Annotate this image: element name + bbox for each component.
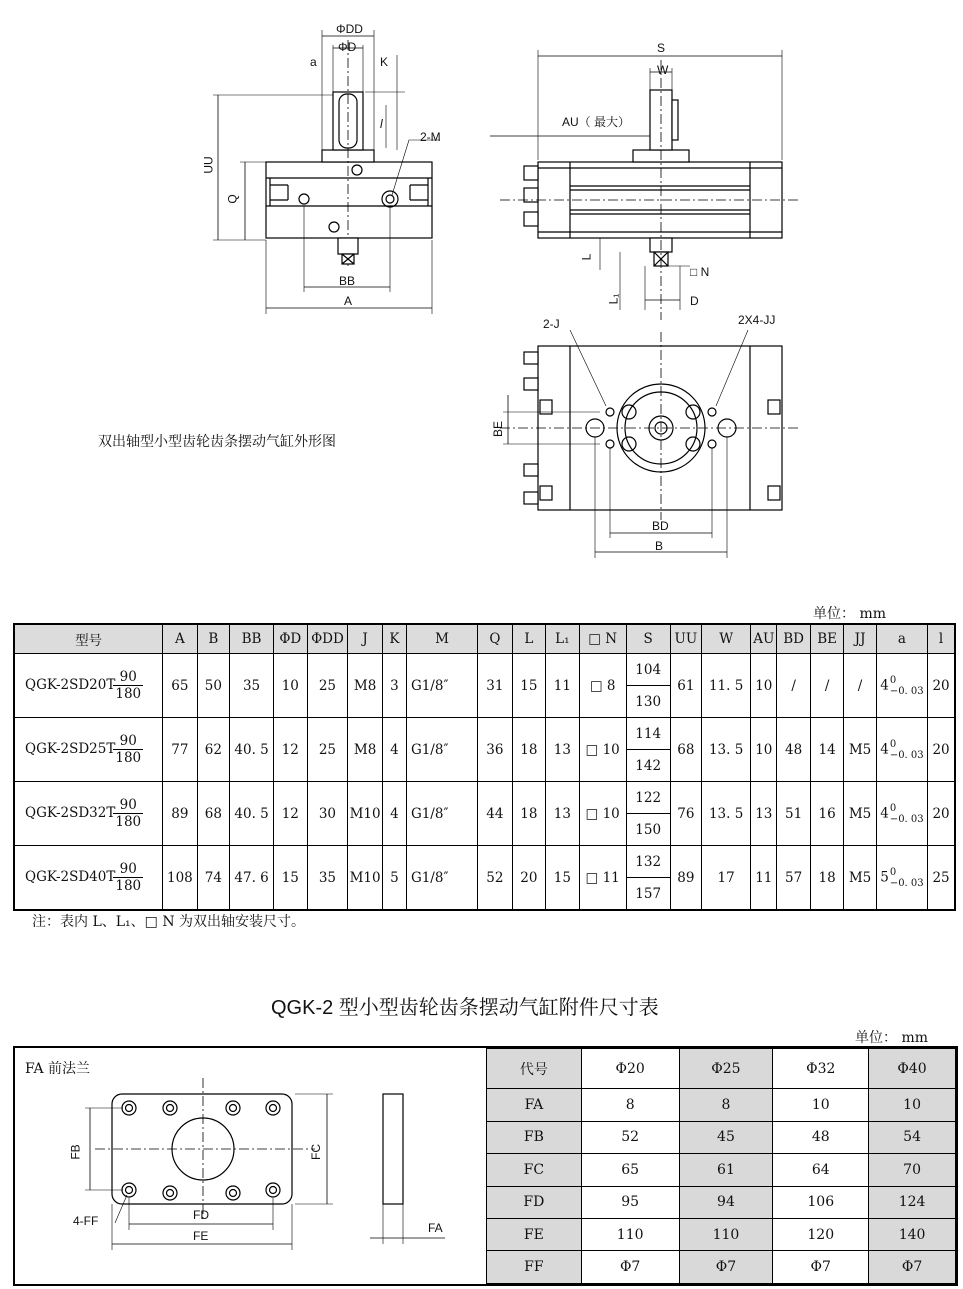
- cell-n: □ 10: [579, 718, 626, 782]
- cell-k: 4: [382, 718, 406, 782]
- cell-l-small: 25: [928, 846, 955, 911]
- header-s: S: [626, 624, 670, 654]
- angle-fraction: [113, 733, 143, 766]
- cell-au: 13: [751, 782, 777, 846]
- cell-l1: 15: [546, 846, 579, 911]
- acc-row-fb: [487, 1121, 956, 1153]
- accessory-unit: 单位： mm: [855, 1030, 929, 1046]
- header-l: L: [512, 624, 545, 654]
- a-lower: −0. 03: [889, 685, 924, 697]
- label-phi-dd: ΦDD: [336, 22, 363, 36]
- cell-k: 5: [382, 846, 406, 911]
- label-bb: BB: [339, 274, 356, 288]
- label-l-big: L: [579, 253, 594, 261]
- cell-k: 3: [382, 654, 406, 718]
- cell-a: 77: [163, 718, 198, 782]
- acc-value: 120: [773, 1218, 869, 1250]
- acc-value: Φ7: [679, 1251, 773, 1284]
- acc-value: 140: [869, 1218, 956, 1250]
- label-be: BE: [491, 420, 506, 438]
- cell-uu: 89: [670, 846, 701, 911]
- flange-label: FA 前法兰: [25, 1061, 91, 1077]
- cell-dd: 35: [307, 846, 348, 911]
- a-tolerance: [890, 739, 924, 761]
- cell-l1: 11: [546, 654, 579, 718]
- model-name: QGK-2SD25T: [25, 741, 116, 757]
- cell-dd: 25: [307, 654, 348, 718]
- cell-l1: 13: [546, 718, 579, 782]
- cell-q: 36: [478, 718, 513, 782]
- cell-s-180: 142: [626, 750, 670, 782]
- cell-b: 50: [197, 654, 229, 718]
- cell-au: 11: [751, 846, 777, 911]
- acc-value: 65: [581, 1154, 679, 1186]
- header-a: A: [163, 624, 198, 654]
- cell-j: M10: [348, 846, 383, 911]
- angle-fraction: [113, 669, 143, 702]
- model-cell: [14, 782, 163, 846]
- cell-a: 108: [163, 846, 198, 911]
- cell-s-180: 150: [626, 814, 670, 846]
- a-upper: 0: [889, 802, 897, 814]
- acc-code-header: 代号: [487, 1049, 582, 1089]
- header-jj: JJ: [844, 624, 876, 654]
- table-row: [14, 782, 955, 814]
- cell-s-90: 104: [626, 654, 670, 686]
- angle-180: 180: [115, 814, 142, 830]
- label-2j: 2-J: [543, 317, 560, 331]
- label-s: S: [657, 41, 666, 55]
- acc-value: 110: [679, 1218, 773, 1250]
- acc-row-fc: [487, 1154, 956, 1186]
- cell-a-tol: [876, 718, 927, 782]
- acc-value: Φ7: [581, 1251, 679, 1284]
- cell-q: 31: [478, 654, 513, 718]
- angle-180: 180: [115, 750, 142, 766]
- label-b: B: [655, 539, 664, 553]
- model-cell: [14, 718, 163, 782]
- a-base: 4: [880, 741, 889, 757]
- cell-s-180: 130: [626, 686, 670, 718]
- cell-jj: M5: [844, 782, 876, 846]
- model-cell: [14, 654, 163, 718]
- cell-a: 89: [163, 782, 198, 846]
- acc-code: FC: [487, 1154, 582, 1186]
- acc-value: 124: [869, 1186, 956, 1218]
- acc-value: 70: [869, 1154, 956, 1186]
- model-name: QGK-2SD20T: [25, 677, 116, 693]
- cell-l: 15: [512, 654, 545, 718]
- spec-note: 注：表内 L、L₁、□ N 为双出轴安装尺寸。: [32, 914, 306, 930]
- label-a: a: [310, 55, 317, 69]
- model-cell: [14, 846, 163, 911]
- cell-jj: M5: [844, 846, 876, 911]
- cell-be: 18: [810, 846, 843, 911]
- angle-90: 90: [113, 669, 143, 686]
- cell-uu: 61: [670, 654, 701, 718]
- cell-s-90: 122: [626, 782, 670, 814]
- cell-a: 65: [163, 654, 198, 718]
- a-lower: −0. 03: [889, 749, 924, 761]
- cell-j: M8: [348, 654, 383, 718]
- cell-bb: 40. 5: [230, 782, 274, 846]
- cell-l: 18: [512, 718, 545, 782]
- cell-d: 10: [274, 654, 307, 718]
- accessory-title: QGK-2 型小型齿轮齿条摆动气缸附件尺寸表: [271, 997, 659, 1019]
- cell-d: 15: [274, 846, 307, 911]
- acc-value: 110: [581, 1218, 679, 1250]
- acc-value: 64: [773, 1154, 869, 1186]
- acc-row-ff: [487, 1251, 956, 1284]
- cell-a-tol: [876, 846, 927, 911]
- label-l-small: l: [380, 117, 383, 131]
- label-ff: 4-FF: [73, 1214, 99, 1228]
- label-l1: L₁: [606, 293, 621, 305]
- cell-n: □ 10: [579, 782, 626, 846]
- a-base: 4: [880, 805, 889, 821]
- acc-value: 8: [581, 1089, 679, 1121]
- drawing-caption: 双出轴型小型齿轮齿条摆动气缸外形图: [98, 434, 336, 450]
- cell-w: 13. 5: [702, 718, 751, 782]
- cell-l-small: 20: [928, 782, 955, 846]
- header-l-small: l: [928, 624, 955, 654]
- acc-value: 94: [679, 1186, 773, 1218]
- header-dd: ΦDD: [307, 624, 348, 654]
- acc-value: 48: [773, 1121, 869, 1153]
- header-bb: BB: [230, 624, 274, 654]
- label-fd: FD: [193, 1208, 209, 1222]
- table-row: [14, 846, 955, 878]
- header-a-small: a: [876, 624, 927, 654]
- cell-m: G1/8″: [406, 654, 477, 718]
- model-name: QGK-2SD32T: [25, 805, 116, 821]
- cell-w: 13. 5: [702, 782, 751, 846]
- a-upper: 0: [889, 674, 897, 686]
- header-d: ΦD: [274, 624, 307, 654]
- cell-jj: /: [844, 654, 876, 718]
- cell-uu: 76: [670, 782, 701, 846]
- cell-bd: 51: [777, 782, 810, 846]
- cell-n: □ 11: [579, 846, 626, 911]
- a-lower: −0. 03: [889, 813, 924, 825]
- angle-90: 90: [113, 733, 143, 750]
- acc-value: 54: [869, 1121, 956, 1153]
- cell-l1: 13: [546, 782, 579, 846]
- acc-value: 10: [773, 1089, 869, 1121]
- label-bd: BD: [652, 519, 669, 533]
- cell-d: 12: [274, 782, 307, 846]
- a-upper: 0: [889, 866, 897, 878]
- header-be: BE: [810, 624, 843, 654]
- acc-size-40: Φ40: [869, 1049, 956, 1089]
- header-n: □ N: [579, 624, 626, 654]
- label-w: W: [657, 63, 669, 77]
- cell-be: /: [810, 654, 843, 718]
- cell-b: 62: [197, 718, 229, 782]
- a-tolerance: [890, 675, 924, 697]
- acc-code: FF: [487, 1251, 582, 1284]
- cell-m: G1/8″: [406, 782, 477, 846]
- acc-value: 106: [773, 1186, 869, 1218]
- acc-header-row: [487, 1049, 956, 1089]
- accessory-box: [13, 1046, 958, 1286]
- acc-size-32: Φ32: [773, 1049, 869, 1089]
- header-l1: L₁: [546, 624, 579, 654]
- cell-be: 14: [810, 718, 843, 782]
- cell-b: 68: [197, 782, 229, 846]
- label-fb: FB: [68, 1144, 83, 1160]
- label-au: AU（ 最大）: [562, 115, 631, 129]
- cell-l-small: 20: [928, 654, 955, 718]
- label-uu: UU: [201, 156, 216, 174]
- acc-code: FA: [487, 1089, 582, 1121]
- cell-j: M10: [348, 782, 383, 846]
- acc-value: Φ7: [773, 1251, 869, 1284]
- angle-180: 180: [115, 878, 142, 894]
- accessory-table: [486, 1048, 956, 1284]
- acc-value: 52: [581, 1121, 679, 1153]
- spec-table: [13, 623, 956, 911]
- cell-s-90: 132: [626, 846, 670, 878]
- acc-code: FE: [487, 1218, 582, 1250]
- acc-value: 45: [679, 1121, 773, 1153]
- acc-value: 95: [581, 1186, 679, 1218]
- label-n-square: □ N: [690, 265, 710, 279]
- cell-uu: 68: [670, 718, 701, 782]
- acc-row-fd: [487, 1186, 956, 1218]
- cell-w: 11. 5: [702, 654, 751, 718]
- label-phi-d: ΦD: [338, 40, 357, 54]
- label-fc: FC: [309, 1144, 323, 1160]
- label-q: Q: [225, 194, 240, 204]
- cell-au: 10: [751, 654, 777, 718]
- cell-s-180: 157: [626, 878, 670, 911]
- cell-bd: 48: [777, 718, 810, 782]
- acc-value: 61: [679, 1154, 773, 1186]
- cell-a-tol: [876, 654, 927, 718]
- acc-size-25: Φ25: [679, 1049, 773, 1089]
- cell-bb: 35: [230, 654, 274, 718]
- cell-k: 4: [382, 782, 406, 846]
- a-tolerance: [890, 867, 924, 889]
- cell-l: 20: [512, 846, 545, 911]
- label-jj: 2X4-JJ: [738, 313, 776, 327]
- cell-dd: 30: [307, 782, 348, 846]
- cell-m: G1/8″: [406, 718, 477, 782]
- a-lower: −0. 03: [889, 877, 924, 889]
- cell-bd: /: [777, 654, 810, 718]
- header-model: 型号: [14, 624, 163, 654]
- acc-value: Φ7: [869, 1251, 956, 1284]
- acc-row-fe: [487, 1218, 956, 1250]
- table-row: [14, 654, 955, 686]
- acc-size-20: Φ20: [581, 1049, 679, 1089]
- cell-bb: 40. 5: [230, 718, 274, 782]
- angle-90: 90: [113, 861, 143, 878]
- flange-drawing: [15, 1048, 485, 1284]
- acc-value: 10: [869, 1089, 956, 1121]
- header-au: AU: [751, 624, 777, 654]
- a-base: 4: [880, 677, 889, 693]
- cell-m: G1/8″: [406, 846, 477, 911]
- label-a-dim: A: [344, 294, 353, 308]
- cell-n: □ 8: [579, 654, 626, 718]
- header-bd: BD: [777, 624, 810, 654]
- cell-q: 52: [478, 846, 513, 911]
- angle-fraction: [113, 797, 143, 830]
- header-w: W: [702, 624, 751, 654]
- spec-header-row: [14, 624, 955, 654]
- angle-90: 90: [113, 797, 143, 814]
- label-fe: FE: [193, 1229, 209, 1243]
- label-d: D: [690, 294, 699, 308]
- cell-l-small: 20: [928, 718, 955, 782]
- header-b: B: [197, 624, 229, 654]
- cell-q: 44: [478, 782, 513, 846]
- cell-j: M8: [348, 718, 383, 782]
- table-row: [14, 718, 955, 750]
- cell-b: 74: [197, 846, 229, 911]
- cell-bb: 47. 6: [230, 846, 274, 911]
- cell-bd: 57: [777, 846, 810, 911]
- a-tolerance: [890, 803, 924, 825]
- header-j: J: [348, 624, 383, 654]
- acc-code: FD: [487, 1186, 582, 1218]
- cell-a-tol: [876, 782, 927, 846]
- acc-code: FB: [487, 1121, 582, 1153]
- cell-s-90: 114: [626, 718, 670, 750]
- header-m: M: [406, 624, 477, 654]
- header-q: Q: [478, 624, 513, 654]
- angle-180: 180: [115, 686, 142, 702]
- cell-l: 18: [512, 782, 545, 846]
- model-name: QGK-2SD40T: [25, 869, 116, 885]
- cell-dd: 25: [307, 718, 348, 782]
- acc-value: 8: [679, 1089, 773, 1121]
- angle-fraction: [113, 861, 143, 894]
- spec-unit: 单位： mm: [813, 606, 887, 622]
- header-k: K: [382, 624, 406, 654]
- label-fa: FA: [428, 1221, 443, 1235]
- cell-au: 10: [751, 718, 777, 782]
- cell-be: 16: [810, 782, 843, 846]
- cell-w: 17: [702, 846, 751, 911]
- a-upper: 0: [889, 738, 897, 750]
- cylinder-drawings: [0, 0, 963, 580]
- cell-jj: M5: [844, 718, 876, 782]
- label-k: K: [380, 55, 389, 69]
- a-base: 5: [880, 869, 889, 885]
- acc-row-fa: [487, 1089, 956, 1121]
- header-uu: UU: [670, 624, 701, 654]
- label-2m: 2-M: [420, 130, 441, 144]
- cell-d: 12: [274, 718, 307, 782]
